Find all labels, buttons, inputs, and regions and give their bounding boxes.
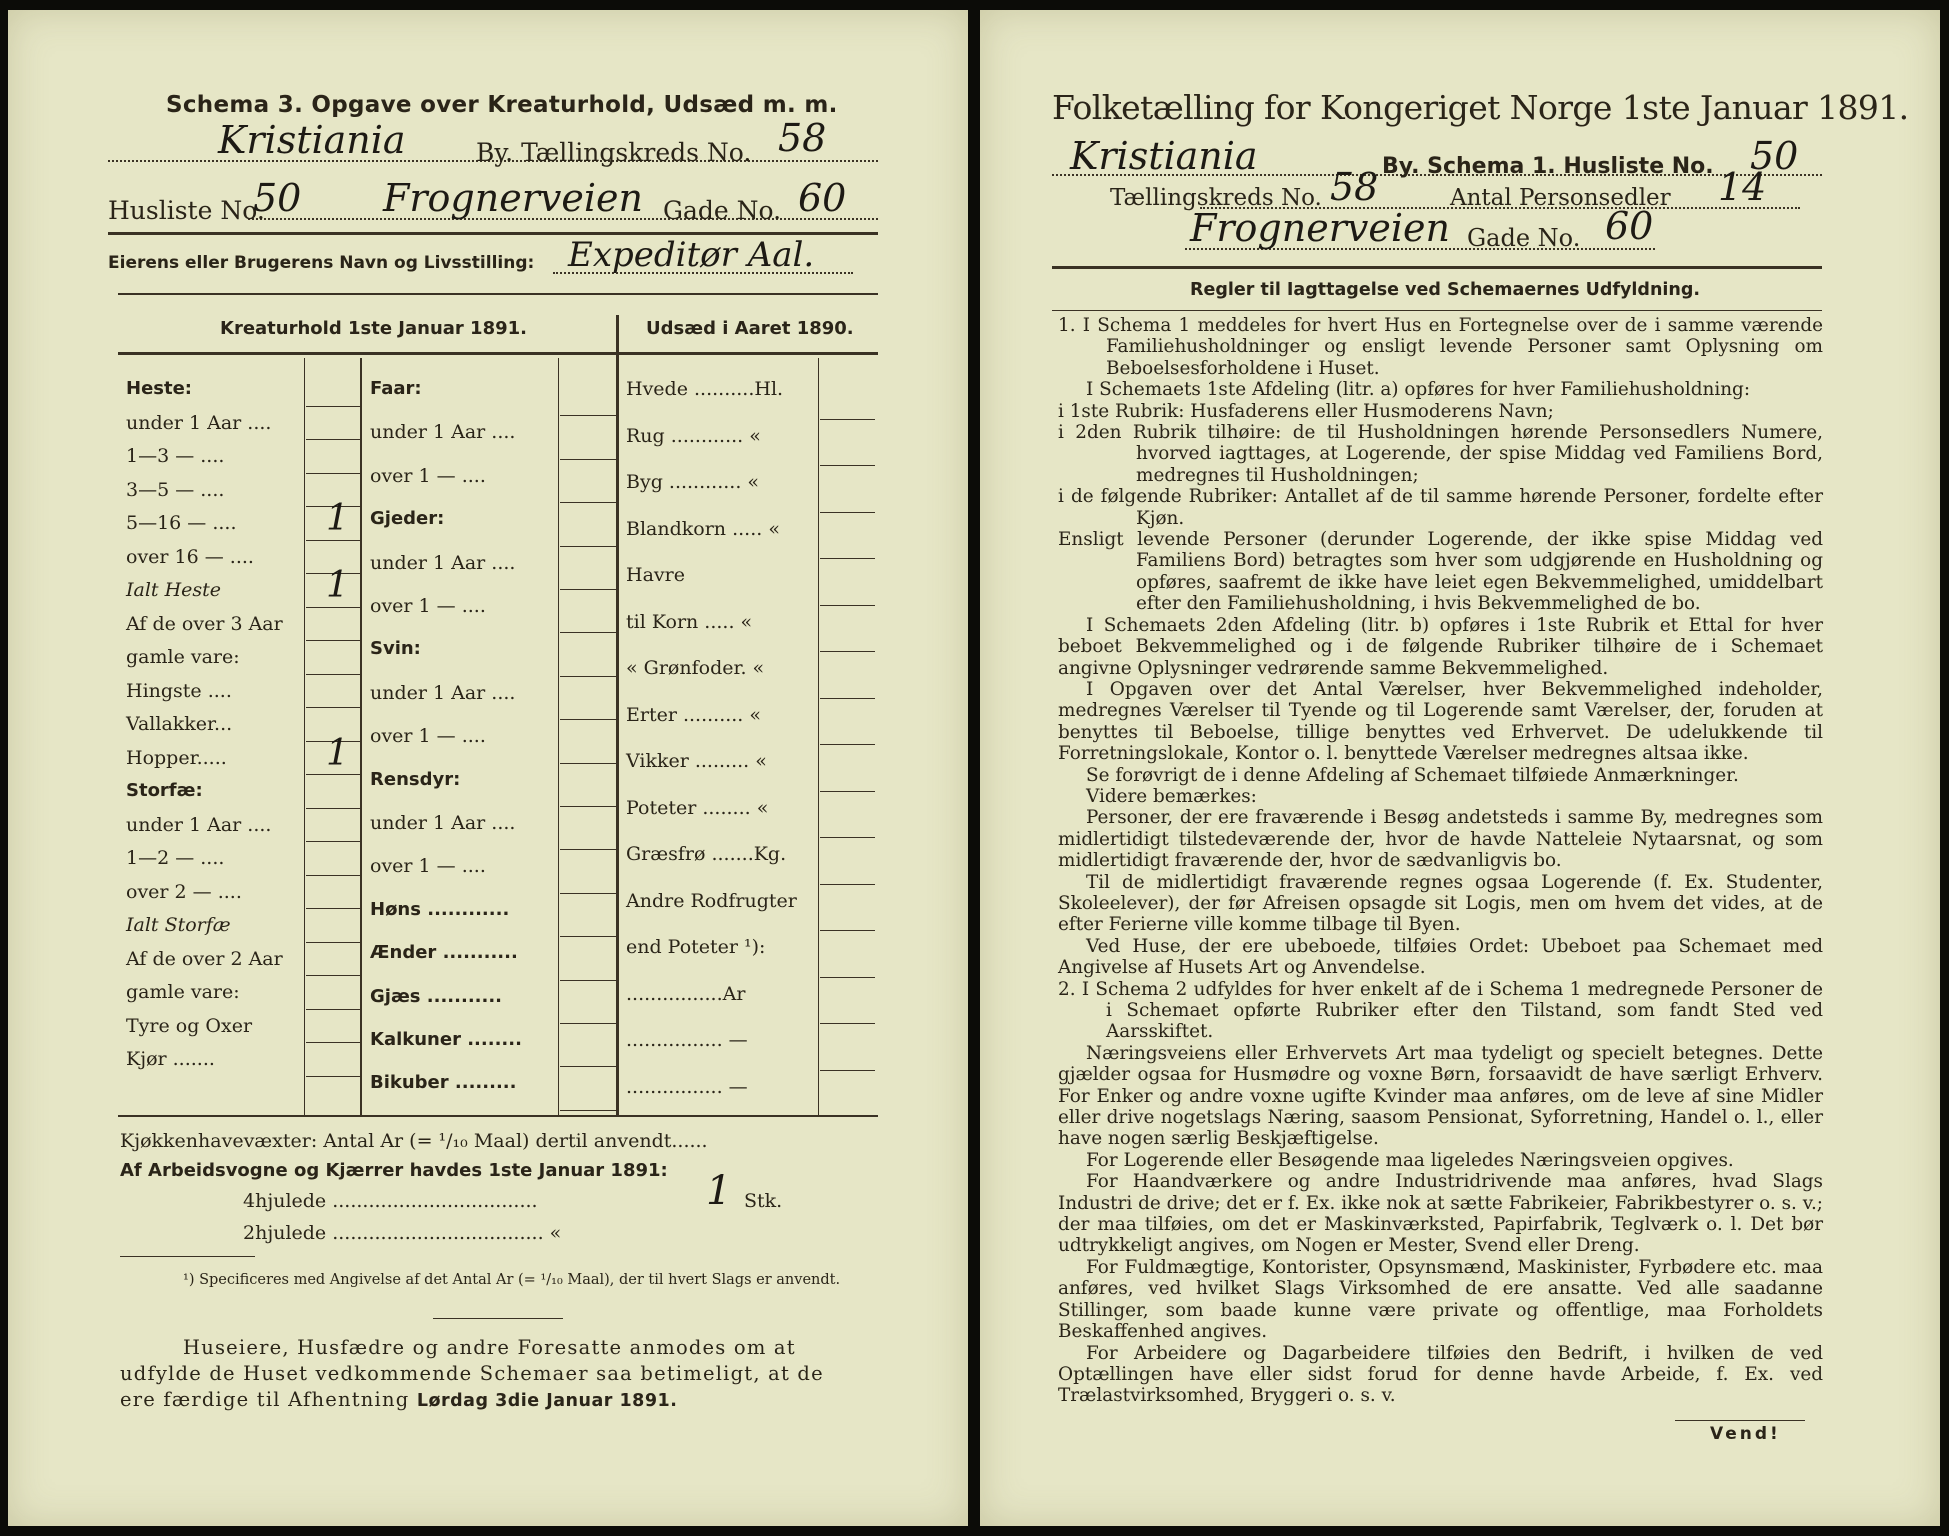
col1-row-rule	[306, 707, 360, 708]
footnote-text: ¹) Specificeres med Angivelse af det Antal Ar (= ¹/₁₀ Maal), der til hvert Slags er anvendt.	[183, 1272, 841, 1288]
col2-label: Gjeder:	[370, 508, 445, 530]
col2-label: Gjæs ...........	[370, 985, 503, 1007]
col3-row-rule	[820, 930, 875, 931]
col1-label: Kjør .......	[126, 1048, 215, 1070]
rule-p5: i de følgende Rubriker: Antallet af de til samme hørende Personer, fordelte efter Kjøn.	[1058, 486, 1823, 529]
col1-row-rule	[306, 774, 360, 775]
col2-label: over 1 — ....	[370, 725, 486, 748]
col3-label: Havre	[626, 564, 685, 586]
rule-p4: i 2den Rubrik tilhøire: de til Husholdningen hørende Personsedlers Numere, hvorved iagttages, at Logerende, der spise Middag ved Familiens Bord, medregnes til Husholdningen;	[1058, 422, 1823, 486]
col2-row-rule	[560, 632, 616, 633]
udsaed-header: Udsæd i Aaret 1890.	[646, 318, 854, 339]
col2-row-rule	[560, 415, 616, 416]
col3-label: Andre Rodfrugter	[626, 889, 797, 912]
rules-title: Regler til Iagttagelse ved Schemaernes Udfyldning.	[1190, 280, 1701, 300]
by-label: By. Tællingskreds No.	[476, 138, 752, 167]
col2-row-rule	[560, 589, 616, 590]
closing-line-3	[120, 1388, 677, 1411]
col1-label: over 16 — ....	[126, 545, 254, 568]
col1-label: Ialt Heste	[126, 579, 222, 601]
col3-label: ................ —	[626, 1029, 748, 1051]
gadeno-handwritten: 60	[798, 176, 847, 220]
col1-row-rule	[306, 406, 360, 407]
census-title: Folketælling for Kongeriget Norge 1ste Januar 1891.	[1052, 88, 1909, 127]
closing-line-3-text: ere færdige til Afhentning	[120, 1388, 410, 1411]
left-page	[8, 10, 968, 1526]
col1-label: gamle vare:	[126, 981, 240, 1003]
col3-label: Hvede ..........Hl.	[626, 378, 784, 400]
col1-row-rule	[306, 1009, 360, 1010]
col1-label: Hopper.....	[126, 746, 227, 769]
schema3-title: Schema 3. Opgave over Kreaturhold, Udsæd m. m.	[166, 92, 838, 118]
col1-label: 5—16 — ....	[126, 512, 237, 534]
col2-label: Bikuber .........	[370, 1072, 517, 1094]
col3-row-rule	[820, 465, 875, 466]
rule-p8: I Opgaven over det Antal Værelser, hver Bekvemmelighed indeholder, medregnes Værelser til Tyende og til Logerende samt Værelser, der, foruden at benyttes til Beboelse, tillige benyttes ved Erhvervet. De udelukkende til Forretningslokale, Kontor o. l. benyttede Værelser medregnes altsaa ikke.	[1058, 678, 1823, 765]
col2-label: under 1 Aar ....	[370, 812, 516, 834]
col1-row-rule	[306, 540, 360, 541]
col3-row-rule	[820, 605, 875, 606]
right-page	[980, 10, 1940, 1526]
kreaturhold-header: Kreaturhold 1ste Januar 1891.	[220, 318, 527, 339]
col1-value: 1	[326, 498, 349, 539]
col2-row-rule	[560, 893, 616, 894]
col1-label: over 2 — ....	[126, 880, 242, 903]
col3-label: « Grønfoder. «	[626, 657, 765, 679]
rule-p17: For Haandværkere og andre Industridrivende maa anføres, hvad Slags Industri de drive; det er f. Ex. ikke nok at sætte Fabrikeier, Fabrikbestyrer o. s. v.; der maa tilføies, om det er Maskinværksted, Papirfabrik, Teglværk o. l. Det bør udtrykkeligt angives, om Nogen er Mester, Svend eller Dreng.	[1058, 1171, 1823, 1257]
col2-row-rule	[560, 936, 616, 937]
right-city-handwritten: Kristiania	[1070, 134, 1258, 178]
col1-label: Tyre og Oxer	[126, 1014, 253, 1037]
antal-label: Antal Personsedler	[1450, 185, 1671, 211]
col1-label: 1—3 — ....	[126, 445, 225, 467]
col1-row-rule	[306, 875, 360, 876]
col2-value-left	[558, 358, 559, 1115]
rule-p19: For Arbeidere og Dagarbeidere tilføies den Bedrift, i hvilken de ved Optællingen have eller sidst forud for denne havde Arbeide, f. Ex. ved Trælastvirksomhed, Bryggeri o. s. v.	[1058, 1342, 1823, 1407]
col3-row-rule	[820, 651, 875, 652]
col1-label: Heste:	[126, 378, 192, 399]
col3-row-rule	[820, 419, 875, 420]
col2-row-rule	[560, 849, 616, 850]
kjokkenhave-line: Kjøkkenhavevæxter: Antal Ar (= ¹/₁₀ Maal) dertil anvendt......	[120, 1130, 708, 1152]
vend-text: Vend!	[1710, 1424, 1781, 1444]
col3-row-rule	[820, 837, 875, 838]
right-kreds-handwritten: 58	[1330, 165, 1379, 209]
col1-row-rule	[306, 1042, 360, 1043]
husliste-handwritten: 50	[253, 176, 302, 220]
col1-row-rule	[306, 808, 360, 809]
col3-label: Blandkorn ..... «	[626, 517, 780, 540]
col2-label: under 1 Aar ....	[370, 681, 516, 704]
right-gadeno-handwritten: 60	[1605, 204, 1654, 248]
col1-row-rule	[306, 1076, 360, 1077]
col2-label: under 1 Aar ....	[370, 421, 516, 444]
col2-label: over 1 — ....	[370, 855, 486, 878]
col1-label: gamle vare:	[126, 646, 240, 668]
col3-label: ................Ar	[626, 982, 746, 1005]
col2-label: over 1 — ....	[370, 464, 486, 487]
closing-line-2: udfylde de Huset vedkommende Schemaer saa betimeligt, at de	[120, 1362, 824, 1385]
col2-row-rule	[560, 806, 616, 807]
col3-label: Rug ............ «	[626, 424, 761, 447]
col2-label: Høns ............	[370, 898, 510, 920]
husliste-label: Husliste No.	[108, 196, 265, 225]
col1-row-rule	[306, 841, 360, 842]
col2-row-rule	[560, 676, 616, 677]
col3-label: Vikker ......... «	[626, 750, 767, 772]
rule-p2: I Schemaets 1ste Afdeling (litr. a) opføres for hver Familiehusholdning:	[1086, 379, 1751, 401]
col1-row-rule	[306, 674, 360, 675]
closing-date: Lørdag 3die Januar 1891.	[416, 1391, 678, 1411]
col3-label: ................ —	[626, 1075, 748, 1098]
col2-row-rule	[560, 1023, 616, 1024]
closing-rule	[433, 1318, 563, 1319]
closing-line-1: Huseiere, Husfædre og andre Foresatte anmodes om at	[183, 1336, 796, 1359]
col1-right	[360, 358, 362, 1115]
col1-label: Vallakker...	[126, 713, 233, 735]
table-divider-main	[616, 315, 619, 1115]
col2-row-rule	[560, 1066, 616, 1067]
rule-p18: For Fuldmægtige, Kontorister, Opsynsmænd, Maskinister, Fyrbødere etc. maa anføres, ved hvilket Slags Virksomhed de ere ansatte. Ved alle saadanne Stillinger, som baade kunne være private og offentlige, maa Forholdets Beskaffenhed angives.	[1058, 1256, 1823, 1343]
rule-p12: Til de midlertidigt fraværende regnes ogsaa Logerende (f. Ex. Studenter, Skoleelever), der før Afreisen opsagde sit Logis, men om hvem det vides, at de efter Ferierne ville komme tilbage til Byen.	[1058, 871, 1823, 936]
col3-row-rule	[820, 884, 875, 885]
right-street-handwritten: Frognerveien	[1190, 206, 1450, 250]
owner-handwritten: Expeditør Aal.	[568, 235, 815, 275]
col1-label: Ialt Storfæ	[126, 914, 231, 936]
rule-p13: Ved Huse, der ere ubeboede, tilføies Ordet: Ubeboet paa Schemaet med Angivelse af Husets Art og Anvendelse.	[1058, 935, 1823, 979]
table-head-rule	[118, 352, 878, 355]
rules-title-rule	[1052, 310, 1822, 311]
rules-text	[1058, 315, 1823, 1407]
hjul4-handwritten: 1	[706, 1168, 732, 1214]
rule-p7: I Schemaets 2den Afdeling (litr. b) opføres i 1ste Rubrik et Ettal for hver beboet Bekvemmelighed og i de følgende Rubriker tilhøire de i Schemaet angivne Oplysninger vedrørende samme Bekvemmelighed.	[1058, 614, 1823, 679]
rule-p11: Personer, der ere fraværende i Besøg andetsteds i samme By, medregnes som midlertidigt tilstedeværende der, hvor de havde Natteleie Nytaarsnat, og som midlertidigt fraværende der, hvor de sædvanligvis bo.	[1058, 807, 1823, 872]
col1-row-rule	[306, 975, 360, 976]
col3-row-rule	[820, 791, 875, 792]
col2-label: Kalkuner ........	[370, 1029, 522, 1050]
right-gade-label: Gade No.	[1467, 224, 1581, 252]
owner-line	[553, 272, 853, 274]
col1-value: 1	[326, 565, 349, 606]
hjul4-label: 4hjulede ..................................	[243, 1190, 538, 1212]
col2-label: over 1 — ....	[370, 595, 486, 617]
footnote-rule	[120, 1256, 255, 1257]
col3-row-rule	[820, 977, 875, 978]
col3-label: Byg ............ «	[626, 471, 760, 493]
rule-p1: 1. I Schema 1 meddeles for hvert Hus en Fortegnelse over de i samme værende Familiehusholdninger og ensligt levende Personer samt Oplysning om Beboelsesforholdene i Huset.	[1058, 315, 1823, 379]
col1-label: Storfæ:	[126, 780, 203, 801]
rule-p6: Ensligt levende Personer (derunder Logerende, der ikke spise Middag ved Familiens Bord) betragtes som hver som udgjørende en Husholdning og opføres, saafremt de ikke have leiet egen Bekvemmelighed, umiddelbart efter den Familiehusholdning, i hvis Bekvemmelighed de bo.	[1058, 529, 1823, 615]
col1-label: Hingste ....	[126, 679, 232, 702]
col2-row-rule	[560, 719, 616, 720]
right-header-rule	[1052, 266, 1822, 269]
arbeidsvogne-line: Af Arbeidsvogne og Kjærrer havdes 1ste Januar 1891:	[120, 1160, 668, 1181]
col1-label: Af de over 2 Aar	[126, 947, 283, 970]
street-handwritten: Frognerveien	[383, 176, 643, 220]
col2-label: Svin:	[370, 638, 421, 660]
col3-row-rule	[820, 558, 875, 559]
col3-label: til Korn ..... «	[626, 610, 753, 633]
col3-label: Græsfrø .......Kg.	[626, 843, 787, 865]
col1-label: under 1 Aar ....	[126, 813, 272, 836]
col1-value: 1	[326, 732, 349, 774]
col2-label: Ænder ...........	[370, 942, 518, 964]
col1-label: under 1 Aar ....	[126, 411, 272, 434]
hjul2-label: 2hjulede ................................... «	[243, 1222, 562, 1244]
col1-value-left	[304, 358, 305, 1115]
col1-label: 3—5 — ....	[126, 478, 225, 501]
col3-label: end Poteter ¹):	[626, 936, 766, 958]
col3-row-rule	[820, 744, 875, 745]
col3-row-rule	[820, 698, 875, 699]
owner-label: Eierens eller Brugerens Navn og Livsstilling:	[108, 253, 535, 273]
rule-p10: Videre bemærkes:	[1086, 785, 1257, 807]
antal-handwritten: 14	[1718, 165, 1767, 209]
table-top-rule	[118, 293, 878, 295]
col3-label: Erter .......... «	[626, 703, 762, 726]
col2-row-rule	[560, 1110, 616, 1111]
rule-p3: i 1ste Rubrik: Husfaderens eller Husmoderens Navn;	[1058, 400, 1554, 422]
right-husliste-handwritten: 50	[1750, 134, 1799, 178]
col3-value-left	[818, 358, 819, 1115]
col3-row-rule	[820, 1070, 875, 1071]
col2-row-rule	[560, 459, 616, 460]
col2-row-rule	[560, 763, 616, 764]
col1-label: 1—2 — ....	[126, 847, 225, 869]
col2-label: Faar:	[370, 378, 422, 399]
col3-label: Poteter ........ «	[626, 796, 769, 819]
gade-label: Gade No.	[663, 196, 782, 225]
kreds-handwritten: 58	[778, 116, 827, 160]
col1-row-rule	[306, 607, 360, 608]
col1-row-rule	[306, 908, 360, 909]
rule-p15: Næringsveiens eller Erhvervets Art maa tydeligt og specielt betegnes. Dette gjælder ogsaa for Husmødre og voxne Børn, forsaavidt de have særligt Erhverv. For Enker og andre voxne ugifte Kvinder maa anføres, om de leve af sine Midler eller drive nogetslags Næring, saasom Pensionat, Syforretning, Handel o. l., eller have nogen særlig Beskjæftigelse.	[1058, 1042, 1823, 1150]
col3-row-rule	[820, 512, 875, 513]
col2-row-rule	[560, 546, 616, 547]
col2-row-rule	[560, 502, 616, 503]
rule-p14: 2. I Schema 2 udfyldes for hver enkelt af de i Schema 1 medregnede Personer de i Schemaet opførte Rubriker efter den Tilstand, som fandt Sted ved Aarsskiftet.	[1058, 978, 1823, 1043]
hjul4-unit: Stk.	[744, 1190, 783, 1212]
col1-row-rule	[306, 942, 360, 943]
col1-label: Af de over 3 Aar	[126, 612, 283, 635]
kreds-label: Tællingskreds No.	[1110, 185, 1322, 211]
col3-row-rule	[820, 1023, 875, 1024]
table-bottom-rule	[118, 1115, 878, 1117]
rule-p9: Se forøvrigt de i denne Afdeling af Schemaet tilføiede Anmærkninger.	[1086, 764, 1739, 786]
col1-row-rule	[306, 640, 360, 641]
col1-row-rule	[306, 473, 360, 474]
col2-row-rule	[560, 980, 616, 981]
col1-row-rule	[306, 439, 360, 440]
col2-label: Rensdyr:	[370, 768, 461, 790]
col2-label: under 1 Aar ....	[370, 551, 516, 574]
vend-rule	[1675, 1420, 1805, 1421]
rule-p16: For Logerende eller Besøgende maa ligeledes Næringsveien opgives.	[1086, 1149, 1734, 1171]
city-handwritten: Kristiania	[218, 118, 406, 162]
right-by-label: By. Schema 1. Husliste No.	[1382, 154, 1714, 179]
